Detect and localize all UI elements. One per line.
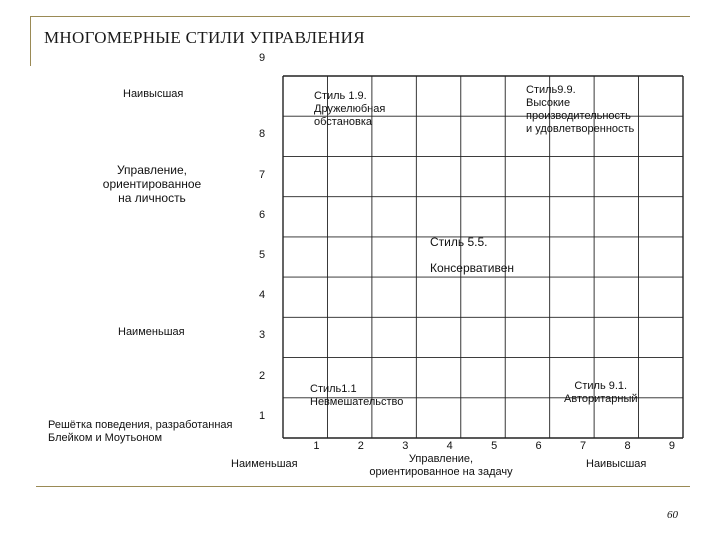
y-tick-label: 8 <box>259 128 266 141</box>
style-1-9-label: Стиль 1.9. Дружелюбная обстановка <box>314 90 386 128</box>
x-tick-label: 8 <box>624 440 631 452</box>
x-tick-label: 6 <box>535 440 542 452</box>
x-axis-highest-label: Наивысшая <box>586 458 647 470</box>
style-9-9-label: Стиль9.9. Высокие производительность и удовлетворенность <box>526 84 635 135</box>
y-tick-label: 4 <box>259 289 266 302</box>
style-1-1-label: Стиль1.1 Невмешательство <box>310 383 404 408</box>
y-axis-name: Управление, ориентированное на личность <box>102 163 202 205</box>
y-tick-label: 3 <box>259 329 266 342</box>
x-axis-name: Управление, ориентированное на задачу <box>369 453 513 478</box>
y-axis-highest-label: Наивысшая <box>123 88 184 100</box>
x-tick-label: 5 <box>491 440 498 452</box>
x-tick-label: 7 <box>580 440 587 452</box>
style-9-1-label: Стиль 9.1. Авторитарный <box>564 380 638 405</box>
x-tick-label: 3 <box>402 440 409 452</box>
x-axis-lowest-label: Наименьшая <box>231 458 298 470</box>
y-tick-label: 6 <box>259 208 266 221</box>
page-number: 60 <box>667 509 678 521</box>
y-tick-label: 2 <box>259 369 266 382</box>
x-tick-label: 2 <box>357 440 364 452</box>
y-tick-label: 9 <box>259 52 266 64</box>
x-tick-label: 9 <box>668 440 675 452</box>
y-tick-label: 1 <box>259 409 266 422</box>
style-5-5-label: Стиль 5.5. <box>430 235 488 249</box>
page-title: МНОГОМЕРНЫЕ СТИЛИ УПРАВЛЕНИЯ <box>44 28 365 47</box>
style-5-5-description: Консервативен <box>430 261 515 275</box>
y-axis-lowest-label: Наименьшая <box>118 326 185 338</box>
x-tick-label: 4 <box>446 440 453 452</box>
y-tick-label: 7 <box>259 168 266 181</box>
grid-caption: Решётка поведения, разработанная Блейком и Моутьоном <box>48 419 233 444</box>
y-tick-label: 5 <box>259 249 266 261</box>
x-tick-label: 1 <box>313 440 320 452</box>
